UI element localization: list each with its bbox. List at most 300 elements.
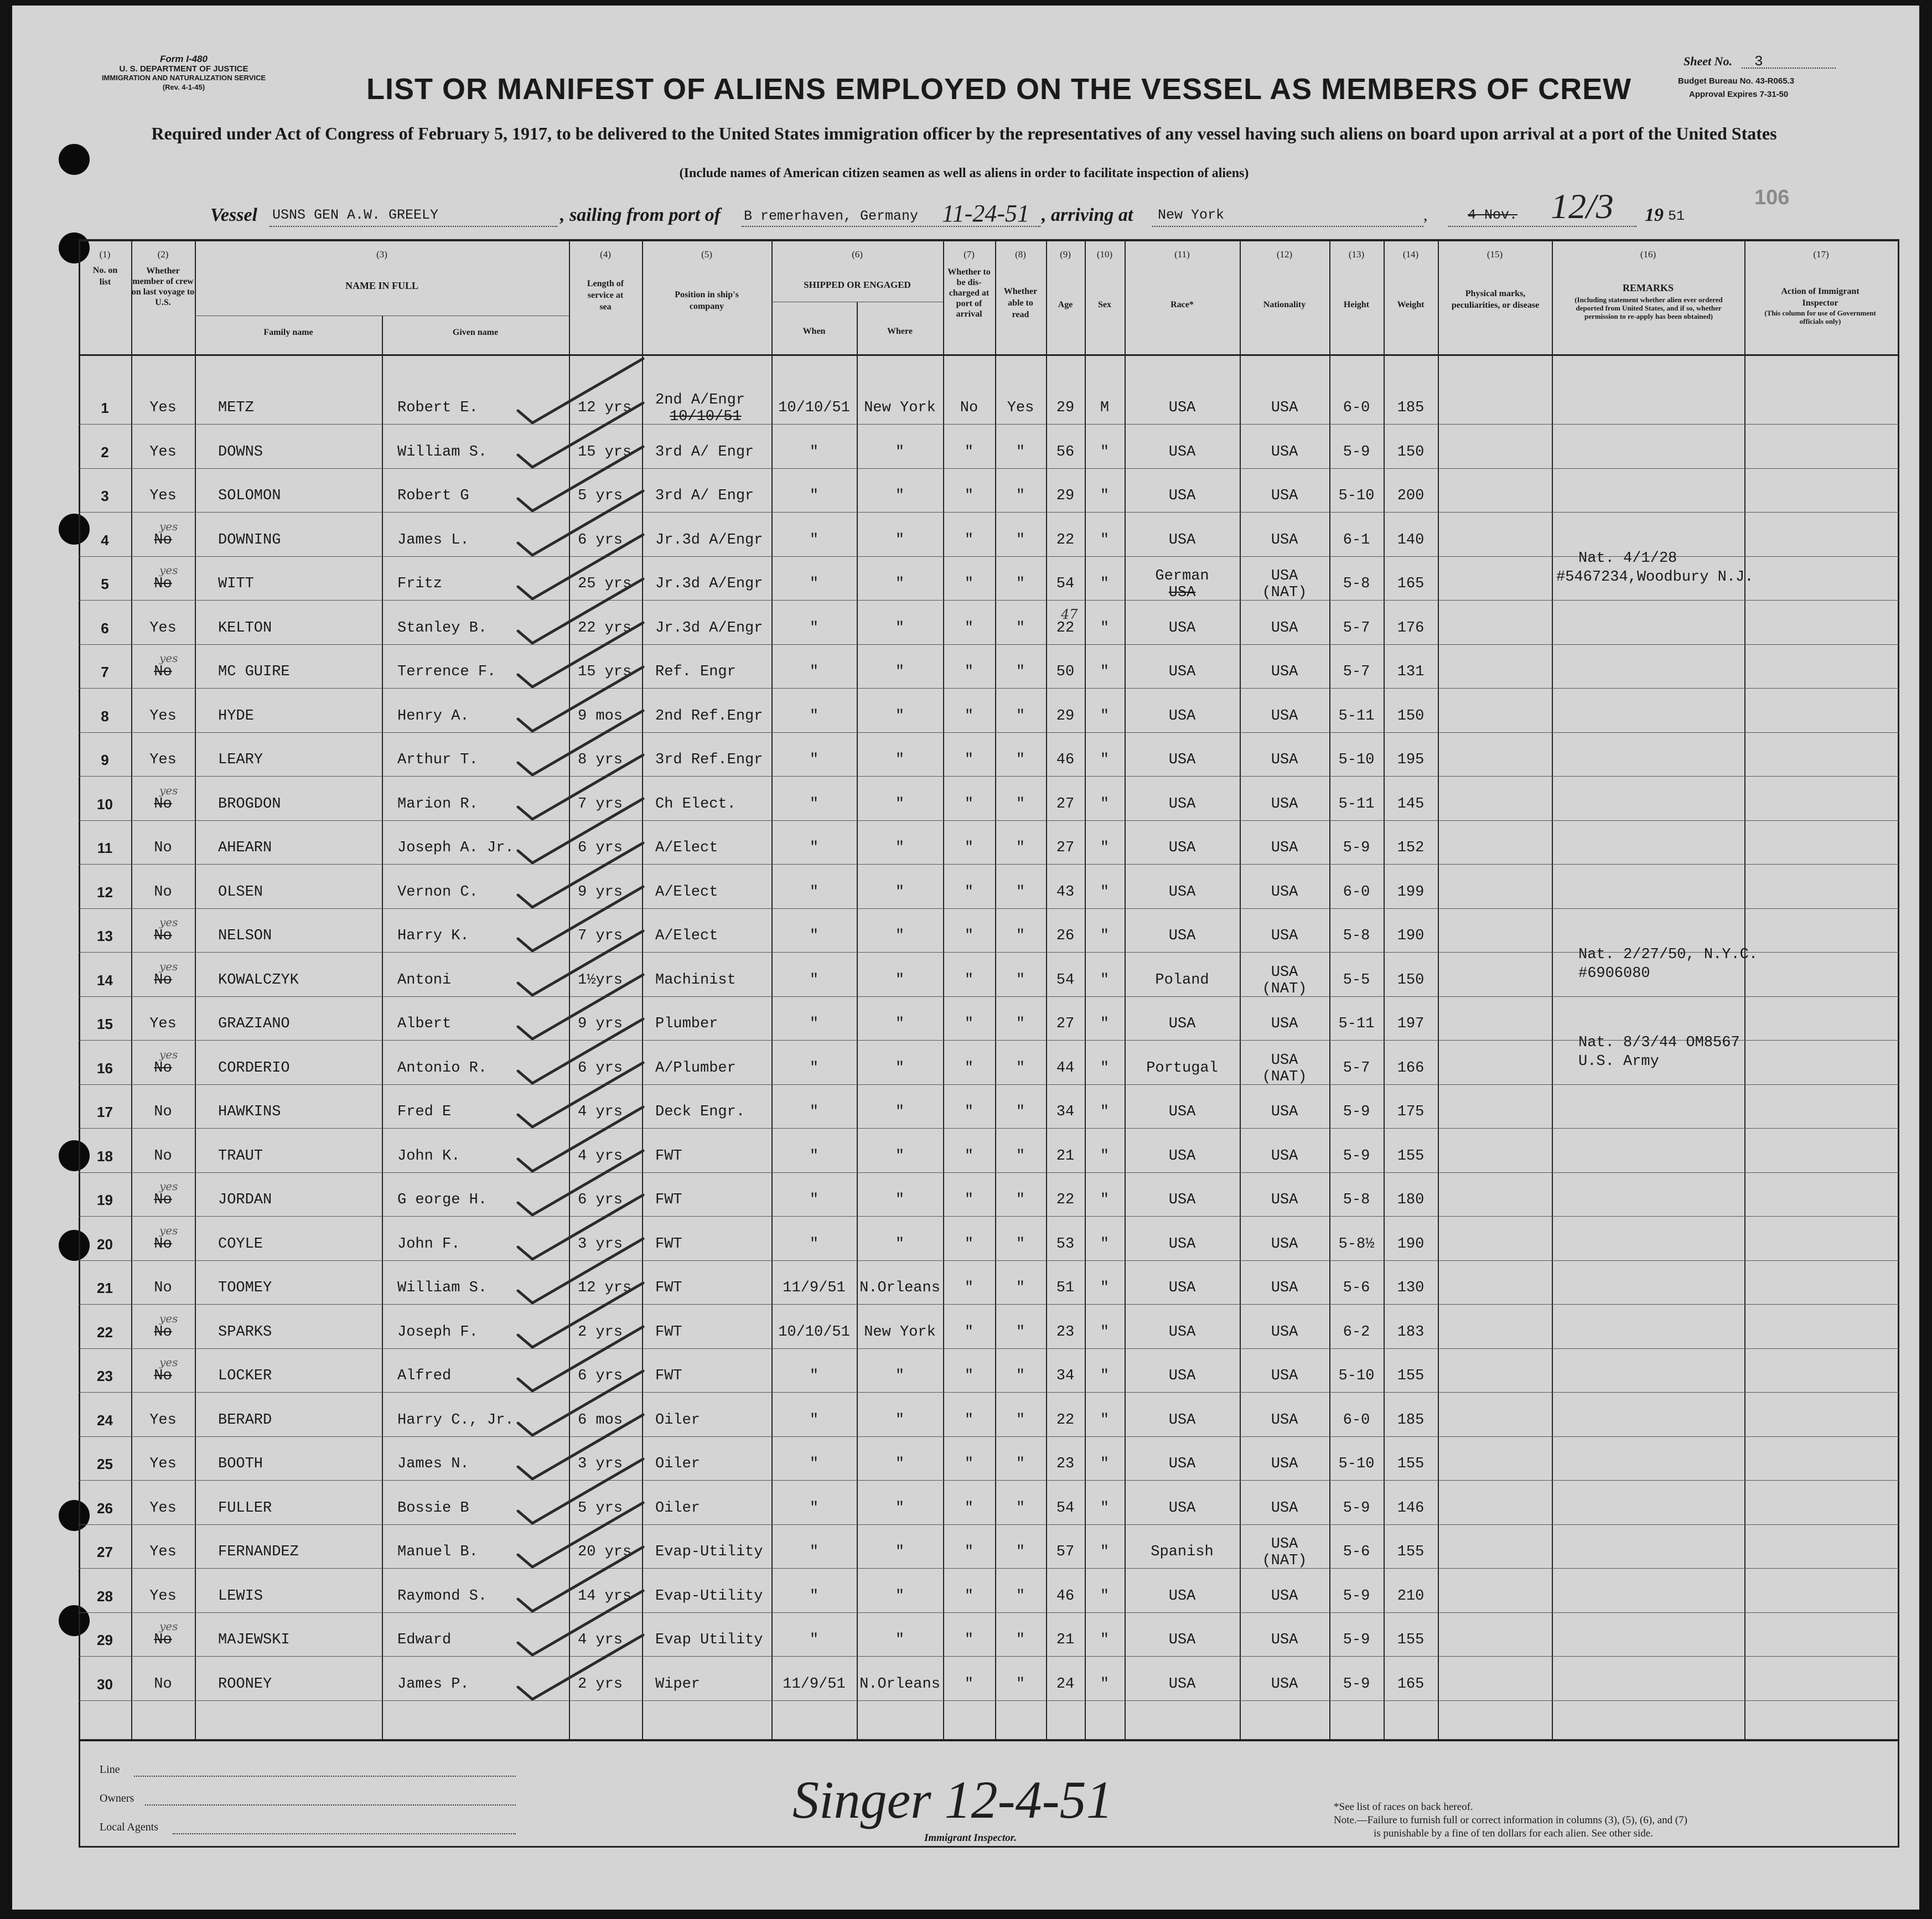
- race-value: USA: [1168, 840, 1196, 856]
- date-underline: [1448, 226, 1636, 227]
- check-mark-icon: [510, 1632, 654, 1704]
- height-value: 5-6: [1343, 1280, 1370, 1296]
- name-subheader-line: [195, 315, 569, 316]
- able-to-read-value: ": [1016, 1059, 1025, 1077]
- nationality-value: USA: [1271, 400, 1298, 416]
- able-to-read-value: ": [1016, 664, 1025, 680]
- family-name: JORDAN: [218, 1192, 272, 1208]
- local-agents-label: Local Agents: [100, 1821, 159, 1833]
- given-name: Harry K.: [397, 928, 469, 944]
- age-value: 54: [1056, 971, 1075, 989]
- nationality-value: USA: [1271, 1192, 1298, 1208]
- table-right-border: [1898, 239, 1899, 1847]
- position: Ch Elect.: [655, 795, 736, 813]
- weight-value: 150: [1397, 707, 1425, 725]
- nationality-value: USA: [1271, 443, 1298, 461]
- column-number: (13): [1348, 249, 1365, 260]
- family-name: METZ: [218, 400, 254, 416]
- height-value: 5-10: [1338, 1456, 1375, 1472]
- row-rule: [79, 1128, 1899, 1129]
- member-value: No: [154, 1675, 172, 1693]
- height-value: 5-7: [1343, 619, 1370, 637]
- nationality-value: USA: [1271, 1536, 1298, 1553]
- position: A/Elect: [655, 840, 718, 856]
- given-name: Raymond S.: [397, 1587, 488, 1605]
- shipped-when: ": [809, 619, 819, 637]
- fine-note-2: is punishable by a fine of ten dollars for each alien. See other side.: [1374, 1828, 1653, 1839]
- given-name: Marion R.: [397, 795, 478, 813]
- length-of-service: 7 yrs: [578, 795, 623, 813]
- row-rule: [79, 600, 1899, 601]
- position: FWT: [655, 1323, 682, 1341]
- shipped-where: ": [895, 1059, 905, 1077]
- agents-underline: [173, 1833, 516, 1834]
- form-service: IMMIGRATION AND NATURALIZATION SERVICE: [101, 74, 266, 82]
- column-divider: [1438, 239, 1439, 1740]
- able-to-read-value: ": [1016, 1587, 1025, 1605]
- sailing-date-handwritten: 11-24-51: [942, 200, 1030, 227]
- able-to-read-value: ": [1016, 619, 1025, 637]
- sex-value: ": [1100, 1499, 1110, 1517]
- row-number: 22: [97, 1323, 113, 1341]
- discharged-value: ": [964, 1544, 974, 1560]
- height-value: 5-10: [1338, 1368, 1375, 1384]
- row-rule: [79, 1304, 1899, 1305]
- length-of-service: 12 yrs: [578, 1280, 632, 1296]
- column-number: (4): [600, 249, 611, 260]
- shipped-where: ": [895, 1544, 905, 1560]
- able-to-read-value: ": [1016, 1499, 1025, 1517]
- weight-value: 150: [1397, 443, 1425, 461]
- row-rule: [79, 1348, 1899, 1349]
- discharged-value: ": [964, 531, 974, 549]
- row-number: 24: [97, 1411, 113, 1429]
- row-rule: [79, 996, 1899, 997]
- weight-value: 166: [1397, 1059, 1425, 1077]
- age-correction-handwritten: 47: [1061, 606, 1078, 622]
- height-value: 5-6: [1343, 1544, 1370, 1560]
- age-value: 34: [1056, 1104, 1075, 1120]
- discharged-value: ": [964, 1104, 974, 1120]
- family-name: WITT: [218, 576, 254, 592]
- header-height: Height: [1343, 300, 1370, 309]
- row-number: 18: [97, 1147, 113, 1165]
- shipped-when: ": [809, 1632, 819, 1648]
- approval-expires: Approval Expires 7-31-50: [1689, 90, 1789, 99]
- column-number: (17): [1813, 249, 1829, 260]
- table-top-border: [79, 239, 1899, 241]
- sex-value: ": [1100, 883, 1110, 901]
- length-of-service: 15 yrs: [578, 664, 632, 680]
- discharged-value: No: [960, 400, 978, 416]
- weight-value: 152: [1397, 840, 1425, 856]
- able-to-read-value: ": [1016, 883, 1025, 901]
- family-name: KOWALCZYK: [218, 971, 299, 989]
- position: Oiler: [655, 1499, 701, 1517]
- height-value: 5-9: [1343, 1104, 1370, 1120]
- form-number: Form I-480: [160, 54, 208, 64]
- race-value: USA: [1168, 1632, 1196, 1648]
- member-value: No: [154, 971, 172, 989]
- header-weight: Weight: [1397, 300, 1425, 309]
- weight-value: 155: [1397, 1147, 1425, 1165]
- row-number: 25: [97, 1456, 113, 1472]
- year-value: 51: [1668, 208, 1685, 224]
- sex-value: ": [1100, 752, 1110, 768]
- port-underline: [742, 226, 1040, 227]
- shipped-where: ": [895, 531, 905, 549]
- age-value: 44: [1056, 1059, 1075, 1077]
- member-correction-handwritten: yes: [159, 519, 178, 533]
- row-number: 27: [97, 1544, 113, 1560]
- height-value: 5-8: [1343, 928, 1370, 944]
- height-value: 5-11: [1338, 707, 1375, 725]
- remarks-value: Nat. 8/3/44 OM8567: [1578, 1034, 1740, 1051]
- discharged-value: ": [964, 1280, 974, 1296]
- race-value: USA: [1168, 619, 1196, 637]
- given-name: Terrence F.: [397, 664, 496, 680]
- header-shipped: SHIPPED OR ENGAGED: [804, 280, 911, 290]
- race-value: German: [1155, 568, 1209, 585]
- family-name: SPARKS: [218, 1323, 272, 1341]
- given-name: Alfred: [397, 1368, 452, 1384]
- position: Jr.3d A/Engr: [655, 576, 763, 592]
- race-value: USA: [1168, 1323, 1196, 1341]
- age-value: 46: [1056, 752, 1075, 768]
- family-name: LOCKER: [218, 1368, 272, 1384]
- discharged-value: ": [964, 443, 974, 461]
- row-number: 19: [97, 1192, 113, 1208]
- manifest-sheet: [12, 6, 1919, 1910]
- discharged-value: ": [964, 1675, 974, 1693]
- row-rule: [79, 908, 1899, 909]
- shipped-when: ": [809, 576, 819, 592]
- sex-value: ": [1100, 1235, 1110, 1253]
- shipped-when: ": [809, 1192, 819, 1208]
- position-struck-date: 10/10/51: [670, 408, 742, 425]
- shipped-where: ": [895, 1632, 905, 1648]
- age-value: 50: [1056, 664, 1075, 680]
- column-number: (9): [1060, 249, 1071, 260]
- member-value: No: [154, 1059, 172, 1077]
- table-bottom-border: [79, 1739, 1899, 1741]
- family-name: LEARY: [218, 752, 263, 768]
- family-name: TOOMEY: [218, 1280, 272, 1296]
- able-to-read-value: ": [1016, 443, 1025, 461]
- row-rule: [79, 1084, 1899, 1085]
- shipped-where: ": [895, 795, 905, 813]
- family-name: DOWNING: [218, 531, 281, 549]
- row-number: 6: [101, 619, 109, 637]
- able-to-read-value: ": [1016, 795, 1025, 813]
- age-value: 22: [1056, 1192, 1075, 1208]
- height-value: 5-7: [1343, 1059, 1370, 1077]
- row-rule: [79, 1656, 1899, 1657]
- line-label: Line: [100, 1763, 120, 1776]
- races-note: *See list of races on back hereof.: [1334, 1801, 1473, 1813]
- member-value: No: [154, 531, 172, 549]
- row-rule: [79, 644, 1899, 645]
- shipped-when: ": [809, 1147, 819, 1165]
- stamp-number: 106: [1754, 186, 1790, 209]
- member-value: No: [154, 883, 172, 901]
- age-value: 27: [1056, 795, 1075, 813]
- shipped-when: ": [809, 1587, 819, 1605]
- nationality-value: USA: [1271, 1147, 1298, 1165]
- height-value: 5-8½: [1338, 1235, 1375, 1253]
- position: 2nd A/Engr: [655, 392, 745, 408]
- age-value: 22: [1056, 531, 1075, 549]
- weight-value: 185: [1397, 1411, 1425, 1429]
- sex-value: ": [1100, 1544, 1110, 1560]
- member-value: No: [154, 928, 172, 944]
- given-name: Joseph F.: [397, 1323, 478, 1341]
- member-value: No: [154, 1104, 172, 1120]
- length-of-service: 6 yrs: [578, 1368, 623, 1384]
- row-rule: [79, 424, 1899, 425]
- sex-value: ": [1100, 1016, 1110, 1032]
- nationality-value: USA: [1271, 795, 1298, 813]
- able-to-read-value: ": [1016, 707, 1025, 725]
- weight-value: 140: [1397, 531, 1425, 549]
- header-nationality: Nationality: [1263, 300, 1306, 309]
- shipped-when: ": [809, 1544, 819, 1560]
- able-to-read-value: ": [1016, 1632, 1025, 1648]
- shipped-where: ": [895, 928, 905, 944]
- header-length-service: Length of service at sea: [587, 279, 624, 312]
- position: Machinist: [655, 971, 736, 989]
- header-physical: Physical marks, peculiarities, or disease: [1451, 289, 1540, 310]
- column-divider: [1744, 239, 1745, 1740]
- weight-value: 145: [1397, 795, 1425, 813]
- column-number: (12): [1276, 249, 1293, 260]
- sex-value: ": [1100, 1192, 1110, 1208]
- column-number: (5): [701, 249, 712, 260]
- length-of-service: 15 yrs: [578, 443, 632, 461]
- shipped-when: ": [809, 443, 819, 461]
- family-name: SOLOMON: [218, 488, 281, 504]
- race-value: Portugal: [1146, 1059, 1218, 1077]
- row-number: 30: [97, 1675, 113, 1693]
- length-of-service: 9 mos: [578, 707, 623, 725]
- position: 3rd A/ Engr: [655, 443, 754, 461]
- member-correction-handwritten: yes: [159, 1620, 178, 1633]
- race-value: USA: [1168, 531, 1196, 549]
- sex-value: ": [1100, 576, 1110, 592]
- able-to-read-value: ": [1016, 1016, 1025, 1032]
- nationality-value: USA: [1271, 1499, 1298, 1517]
- shipped-when: 10/10/51: [778, 400, 850, 416]
- shipped-where: ": [895, 488, 905, 504]
- nationality-value: USA: [1271, 1368, 1298, 1384]
- shipped-when: ": [809, 752, 819, 768]
- age-value: 54: [1056, 576, 1075, 592]
- discharged-value: ": [964, 1456, 974, 1472]
- row-number: 17: [97, 1104, 113, 1120]
- fine-note-1: Note.—Failure to furnish full or correct information in columns (3), (5), (6), and (7): [1334, 1814, 1687, 1826]
- owners-underline: [145, 1804, 516, 1806]
- shipped-where: New York: [864, 1323, 936, 1341]
- height-value: 6-1: [1343, 531, 1370, 549]
- shipped-where: ": [895, 1147, 905, 1165]
- row-rule: [79, 820, 1899, 821]
- race-value: USA: [1168, 1499, 1196, 1517]
- able-to-read-value: Yes: [1007, 400, 1034, 416]
- page-title: LIST OR MANIFEST OF ALIENS EMPLOYED ON THE VESSEL AS MEMBERS OF CREW: [366, 73, 1632, 106]
- member-correction-handwritten: yes: [159, 915, 178, 929]
- given-name: William S.: [397, 443, 488, 461]
- race-struck-value: USA: [1168, 585, 1196, 601]
- length-of-service: 12 yrs: [578, 400, 632, 416]
- length-of-service: 20 yrs: [578, 1544, 632, 1560]
- sex-value: ": [1100, 795, 1110, 813]
- row-number: 21: [97, 1280, 113, 1296]
- header-whether-member: Whether member of crew on last voyage to U.S.: [131, 266, 195, 307]
- family-name: KELTON: [218, 619, 272, 637]
- height-value: 5-9: [1343, 1499, 1370, 1517]
- member-correction-handwritten: yes: [159, 1356, 178, 1369]
- shipped-where: ": [895, 576, 905, 592]
- position: FWT: [655, 1235, 682, 1253]
- age-value: 56: [1056, 443, 1075, 461]
- shipped-when: ": [809, 1235, 819, 1253]
- sex-value: ": [1100, 1632, 1110, 1648]
- given-name: James N.: [397, 1456, 469, 1472]
- nationality-value: USA: [1271, 928, 1298, 944]
- given-name: Edward: [397, 1632, 452, 1648]
- nationality-value: USA: [1271, 1016, 1298, 1032]
- column-divider: [1552, 239, 1553, 1740]
- row-rule: [79, 512, 1899, 513]
- member-value: Yes: [149, 400, 177, 416]
- height-value: 6-0: [1343, 400, 1370, 416]
- race-value: Poland: [1155, 971, 1209, 989]
- vessel-name: USNS GEN A.W. GREELY: [272, 207, 439, 223]
- member-correction-handwritten: yes: [159, 563, 178, 577]
- column-divider: [382, 315, 383, 1740]
- comma: ,: [1423, 206, 1428, 224]
- header-name-in-full: NAME IN FULL: [345, 280, 418, 291]
- punch-hole: [59, 144, 90, 175]
- row-rule: [79, 1480, 1899, 1481]
- nationality-value: USA: [1271, 619, 1298, 637]
- nationality-value: USA: [1271, 1280, 1298, 1296]
- length-of-service: 14 yrs: [578, 1587, 632, 1605]
- position: A/Plumber: [655, 1059, 736, 1077]
- shipped-where: ": [895, 1411, 905, 1429]
- position: Deck Engr.: [655, 1104, 745, 1120]
- position: FWT: [655, 1368, 682, 1384]
- age-value: 29: [1056, 488, 1075, 504]
- column-number: (7): [964, 249, 975, 260]
- race-value: USA: [1168, 795, 1196, 813]
- column-divider: [195, 239, 196, 1740]
- remarks-value-line2: #6906080: [1578, 965, 1650, 982]
- weight-value: 155: [1397, 1632, 1425, 1648]
- shipped-when: 11/9/51: [783, 1280, 846, 1296]
- member-value: No: [154, 664, 172, 680]
- position: Plumber: [655, 1016, 718, 1032]
- row-number: 15: [97, 1016, 113, 1032]
- discharged-value: ": [964, 1499, 974, 1517]
- nationality-value: USA: [1271, 1675, 1298, 1693]
- race-value: USA: [1168, 928, 1196, 944]
- shipped-when: ": [809, 1016, 819, 1032]
- member-value: No: [154, 1192, 172, 1208]
- position: A/Elect: [655, 883, 718, 901]
- given-name: James P.: [397, 1675, 469, 1693]
- race-value: USA: [1168, 1104, 1196, 1120]
- length-of-service: 8 yrs: [578, 752, 623, 768]
- given-name: Fritz: [397, 576, 443, 592]
- race-value: USA: [1168, 1192, 1196, 1208]
- shipped-where: ": [895, 619, 905, 637]
- row-rule: [79, 1260, 1899, 1261]
- row-number: 2: [101, 443, 109, 461]
- sex-value: ": [1100, 840, 1110, 856]
- length-of-service: 6 mos: [578, 1411, 623, 1429]
- sex-value: ": [1100, 1368, 1110, 1384]
- row-number: 8: [101, 707, 109, 725]
- member-value: Yes: [149, 707, 177, 725]
- discharged-value: ": [964, 971, 974, 989]
- family-name: MAJEWSKI: [218, 1632, 290, 1648]
- header-action: Action of Immigrant Inspector: [1781, 287, 1860, 308]
- row-number: 11: [97, 840, 113, 856]
- age-value: 51: [1056, 1280, 1075, 1296]
- shipped-where: ": [895, 1499, 905, 1517]
- position: 3rd Ref.Engr: [655, 752, 763, 768]
- height-value: 5-10: [1338, 488, 1375, 504]
- family-name: BROGDON: [218, 795, 281, 813]
- age-value: 22: [1056, 619, 1075, 637]
- height-value: 6-0: [1343, 1411, 1370, 1429]
- nationality-value: USA: [1271, 568, 1298, 585]
- age-value: 29: [1056, 707, 1075, 725]
- given-name: Robert G: [397, 488, 469, 504]
- member-correction-handwritten: yes: [159, 1180, 178, 1193]
- shipped-when: ": [809, 1499, 819, 1517]
- given-name: Arthur T.: [397, 752, 478, 768]
- able-to-read-value: ": [1016, 1323, 1025, 1341]
- discharged-value: ": [964, 1235, 974, 1253]
- shipped-where: ": [895, 840, 905, 856]
- year-prefix: 19: [1645, 205, 1664, 225]
- able-to-read-value: ": [1016, 840, 1025, 856]
- discharged-value: ": [964, 1059, 974, 1077]
- family-name: HAWKINS: [218, 1104, 281, 1120]
- race-value: USA: [1168, 1147, 1196, 1165]
- race-value: USA: [1168, 1675, 1196, 1693]
- column-number: (15): [1486, 249, 1503, 260]
- age-value: 43: [1056, 883, 1075, 901]
- row-number: 12: [97, 883, 113, 901]
- member-value: No: [154, 1280, 172, 1296]
- given-name: William S.: [397, 1280, 488, 1296]
- member-value: Yes: [149, 1016, 177, 1032]
- age-value: 34: [1056, 1368, 1075, 1384]
- sex-value: ": [1100, 1587, 1110, 1605]
- age-value: 21: [1056, 1147, 1075, 1165]
- age-value: 23: [1056, 1456, 1075, 1472]
- discharged-value: ": [964, 707, 974, 725]
- remarks-value-line2: #5467234,Woodbury N.J.: [1556, 569, 1754, 586]
- shipped-when: ": [809, 928, 819, 944]
- family-name: COYLE: [218, 1235, 263, 1253]
- discharged-value: ": [964, 1147, 974, 1165]
- sex-value: ": [1100, 1411, 1110, 1429]
- age-value: 57: [1056, 1544, 1075, 1560]
